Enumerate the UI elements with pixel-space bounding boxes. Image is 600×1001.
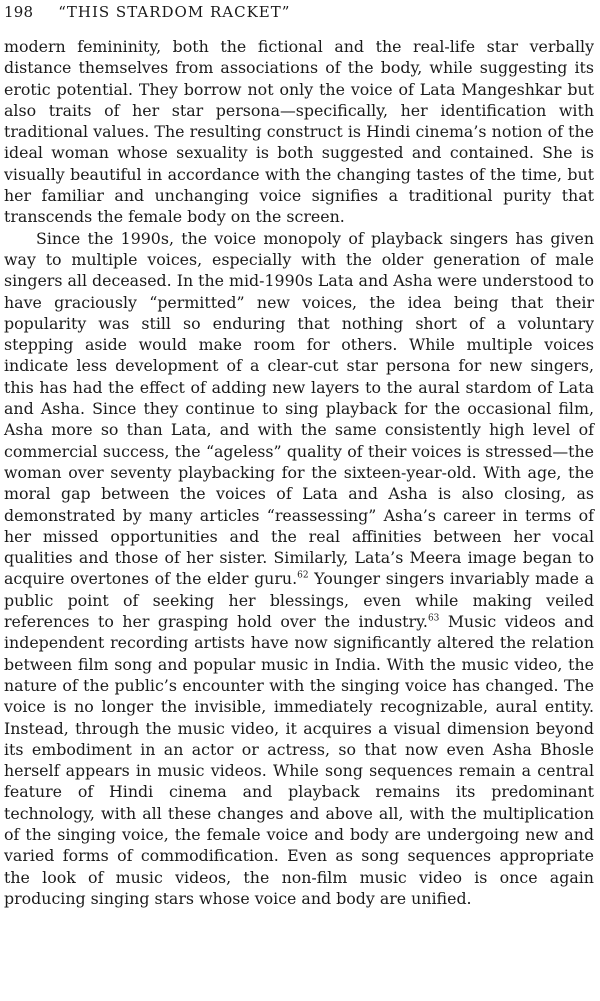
paragraph-1-text: modern femininity, both the fictional and the real-life star verbally distance themselves from associations of the body, while suggesting its erotic potential. They borrow not only the voice of Lata Mangeshkar but also traits of her star persona—specifically, her identification with traditional values. The resulting construct is Hindi cinema’s notion of the ideal woman whose sexuality is both suggested and contained. She is visually beautiful in accordance with the changing tastes of the time, but her familiar and unchanging voice signifies a traditional purity that transcends the female body on the screen. bbox=[4, 37, 594, 227]
footnote-ref-63[interactable]: 63 bbox=[427, 613, 440, 624]
body-text bbox=[4, 36, 594, 909]
running-head bbox=[4, 3, 290, 21]
paragraph-2-text-part-2: Younger singers invariably made a public point of seeking her blessings, even while making veiled references to her grasping hold over the industry. bbox=[4, 569, 594, 632]
footnote-ref-62[interactable]: 62 bbox=[297, 571, 309, 582]
paragraph-2-text-part-1: Since the 1990s, the voice monopoly of playback singers has given way to multiple voices, especially with the older generation of male singers all deceased. In the mid-1990s Lata and Asha were understood to have graciously “permitted” new voices, the idea being that their popularity was still so enduring that nothing short of a voluntary stepping aside would make room for others. While multiple voices indicate less development of a clear-cut star persona for new singers, this has had the effect of adding new layers to the aural stardom of Lata and Asha. Since they continue to sing playback for the occasional film, Asha more so than Lata, and with the same consistently high level of commercial success, the “ageless” quality of their voices is stressed—the woman over seventy playbacking for the sixteen-year-old. With age, the moral gap between the voices of Lata and Asha is also closing, as demonstrated by many articles “reassessing” Asha’s career in terms of her missed opportunities and the real affinities between her vocal qualities and those of her sister. Similarly, Lata’s Meera image began to acquire overtones of the elder guru. bbox=[4, 228, 595, 589]
paragraph-1 bbox=[4, 36, 594, 228]
paragraph-2-text-part-3: Music videos and independent recording artists have now significantly altered the relation between film song and popular music in India. With the music video, the nature of the public’s encounter with the singing voice has changed. The voice is no longer the invisible, immediately recognizable, aural entity. Instead, through the music video, it acquires a visual dimension beyond its embodiment in an actor or actress, so that now even Asha Bhosle herself appears in music videos. While song sequences remain a central feature of Hindi cinema and playback remains its predominant technology, with all these changes and above all, with the multiplication of the singing voice, the female voice and body are undergoing new and varied forms of commodification. Even as song sequences appropriate the look of music videos, the non-film music video is once again producing singing stars whose voice and body are unified. bbox=[4, 612, 594, 908]
running-title: “THIS STARDOM RACKET” bbox=[58, 3, 291, 21]
page-number: 198 bbox=[4, 3, 34, 21]
paragraph-2 bbox=[4, 228, 594, 910]
